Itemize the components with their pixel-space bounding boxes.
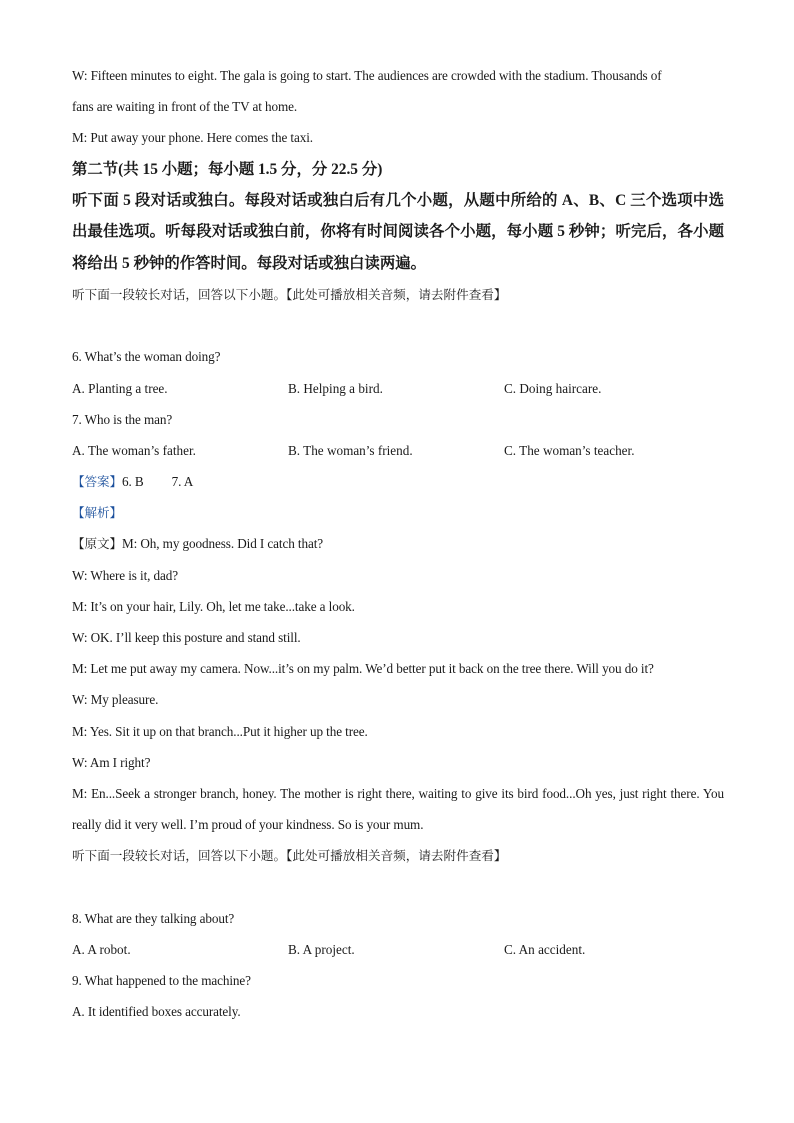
question-options [72,934,724,965]
option-a: A. It identified boxes accurately. [72,1004,241,1020]
option-a: A. The woman’s father. [72,442,196,458]
intro-line: M: Put away your phone. Here comes the taxi. [72,130,313,146]
transcript-line: W: OK. I’ll keep this posture and stand still. [72,630,301,646]
answer-value: 6. B [121,474,144,490]
spacer [72,872,724,903]
option-a: A. A robot. [72,941,131,957]
intro-line: W: Fifteen minutes to eight. The gala is going to start. The audiences are crowded with the stadium. Thousands of [72,68,662,83]
transcript-line: M: Let me put away my camera. Now...it’s on my palm. We’d better put it back on the tree there. Will you do it? [72,661,654,677]
transcript-line: M: It’s on your hair, Lily. Oh, let me take...take a look. [72,598,355,614]
transcript-tag: 【原文】 [72,536,122,552]
option-c: C. An accident. [504,941,586,957]
question-stem: 7. Who is the man? [72,411,173,427]
document-page [72,60,724,1028]
answer-value: 7. A [171,474,194,490]
question-options [72,435,724,466]
option-b: B. The woman’s friend. [288,442,413,458]
transcript-paragraph: M: En...Seek a stronger branch, honey. The mother is right there, waiting to give its bird food...Oh yes, just right there. You really did it very well. I’m proud of your kindness. So is your mum. [72,785,724,833]
option-c: C. Doing haircare. [504,380,602,396]
audio-note: 听下面一段较长对话，回答以下小题。【此处可播放相关音频，请去附件查看】 [72,848,507,864]
section-title: 第二节(共 15 小题；每小题 1.5 分，分 22.5 分) [72,160,383,178]
answer-line [72,466,724,497]
intro-line: fans are waiting in front of the TV at home. [72,99,298,115]
transcript-line: W: Am I right? [72,754,151,770]
audio-note: 听下面一段较长对话，回答以下小题。【此处可播放相关音频，请去附件查看】 [72,286,507,302]
spacer [72,310,724,341]
transcript-text: M: Oh, my goodness. Did I catch that? [121,536,324,552]
analysis-tag: 【解析】 [72,505,122,521]
option-a: A. Planting a tree. [72,380,168,396]
transcript-line: W: My pleasure. [72,692,159,708]
section-instructions: 听下面 5 段对话或独白。每段对话或独白后有几个小题，从题中所给的 A、B、C 三个选项中选出最佳选项。听每段对话或独白前，你将有时间阅读各个小题，每小题 5 秒钟；听完后，各小题将给出 5 秒钟的作答时间。每段对话或独白读两遍。 [72,191,724,272]
question-stem: 6. What’s the woman doing? [72,349,221,365]
question-stem: 8. What are they talking about? [72,910,235,926]
question-options [72,373,724,404]
transcript-line [72,528,724,559]
analysis-line [72,497,724,528]
option-c: C. The woman’s teacher. [504,442,635,458]
option-b: B. Helping a bird. [288,380,383,396]
transcript-line: W: Where is it, dad? [72,567,179,583]
option-b: B. A project. [288,941,355,957]
answer-tag: 【答案】 [72,474,122,490]
question-stem: 9. What happened to the machine? [72,973,251,989]
transcript-line: M: Yes. Sit it up on that branch...Put it higher up the tree. [72,723,368,739]
